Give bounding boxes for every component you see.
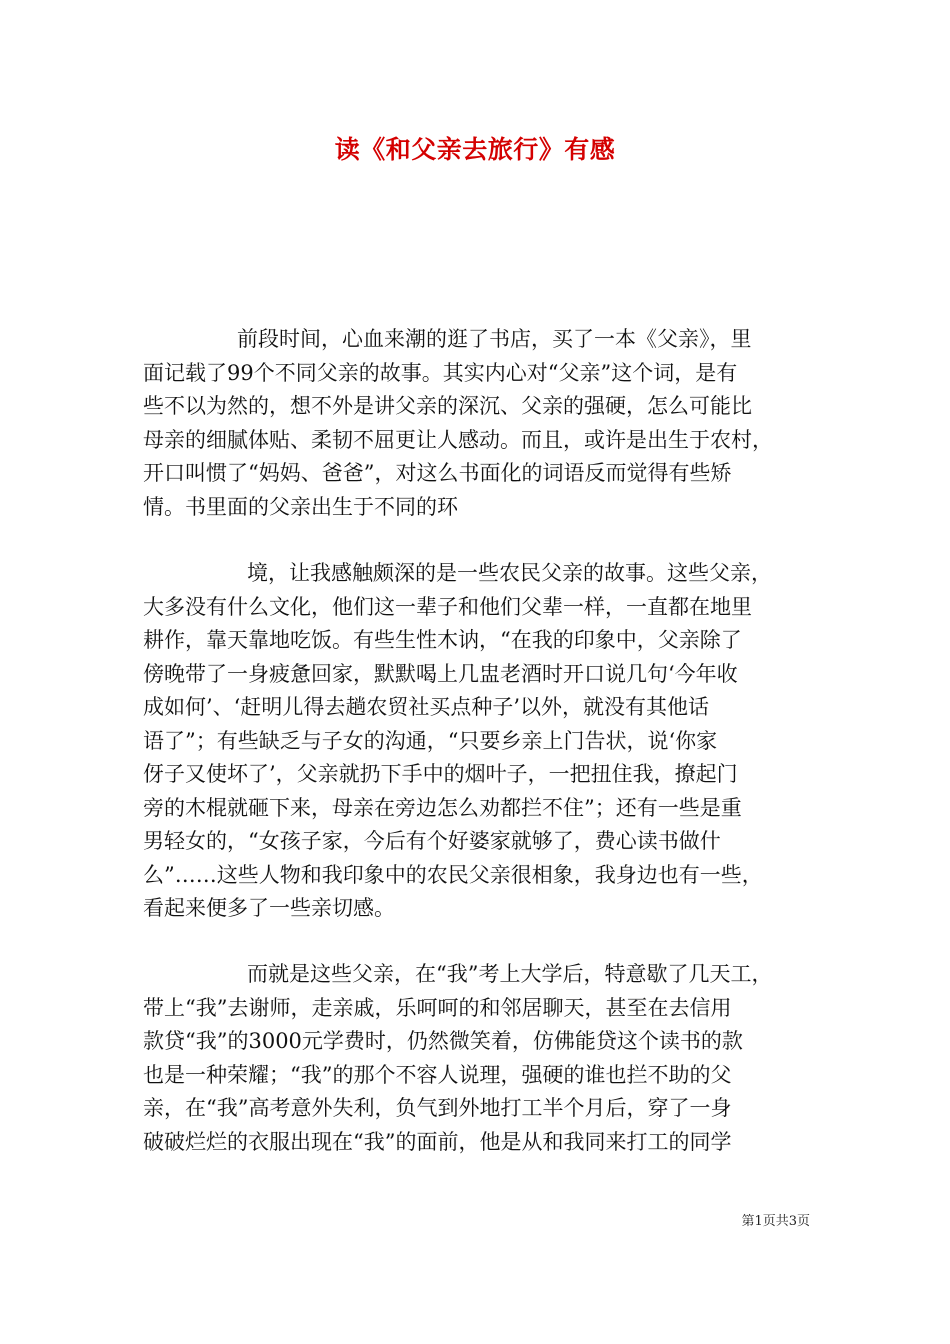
text-line: 些不以为然的，想不外是讲父亲的深沉、父亲的强硬，怎么可能比 xyxy=(143,394,752,418)
text-line: 境，让我感触颇深的是一些农民父亲的故事。这些父亲， xyxy=(247,561,772,585)
text-line: 傍晚带了一身疲惫回家，默默喝上几盅老酒时开口说几句‘今年收 xyxy=(143,661,738,686)
text-line: 旁的木棍就砸下来，母亲在旁边怎么劝都拦不住”；还有一些是重 xyxy=(143,795,742,820)
text-line: 面记载了99个不同父亲的故事。其实内心对“父亲”这个词，是有 xyxy=(143,360,738,385)
document-title: 读《和父亲去旅行》有感 xyxy=(334,135,616,164)
text-line: 破破烂烂的衣服出现在“我”的面前，他是从和我同来打工的同学 xyxy=(143,1129,732,1154)
text-line: 语了”；有些缺乏与子女的沟通，“只要乡亲上门告状，说‘你家 xyxy=(143,728,718,753)
text-line: 带上“我”去谢师，走亲戚，乐呵呵的和邻居聊天，甚至在去信用 xyxy=(143,995,732,1020)
paragraph-1 xyxy=(143,323,819,524)
text-line: 亲，在“我”高考意外失利，负气到外地打工半个月后，穿了一身 xyxy=(143,1096,732,1120)
text-line: 大多没有什么文化，他们这一辈子和他们父辈一样，一直都在地里 xyxy=(143,594,752,619)
text-line: 款贷“我”的3000元学费时，仍然微笑着，仿佛能贷这个读书的款 xyxy=(143,1029,743,1053)
text-line: 伢子又使坏了’，父亲就扔下手中的烟叶子，一把扭住我，撩起门 xyxy=(143,762,738,786)
text-line: 男轻女的，“女孩子家，今后有个好婆家就够了，费心读书做什 xyxy=(143,829,721,853)
text-line: 看起来便多了一些亲切感。 xyxy=(143,896,395,920)
text-line: 情。书里面的父亲出生于不同的环 xyxy=(143,494,458,519)
page-footer: 第1页共3页 xyxy=(741,1214,810,1229)
text-line: 母亲的细腻体贴、柔韧不屈更让人感动。而且，或许是出生于农村， xyxy=(143,427,773,452)
paragraph-2 xyxy=(143,557,819,926)
text-line: 耕作，靠天靠地吃饭。有些生性木讷，“在我的印象中，父亲除了 xyxy=(143,628,742,652)
paragraph-3 xyxy=(143,958,819,1159)
text-line: 而就是这些父亲，在“我”考上大学后，特意歇了几天工， xyxy=(247,962,773,986)
text-line: 么”……这些人物和我印象中的农民父亲很相象，我身边也有一些， xyxy=(143,862,763,887)
text-line: 前段时间，心血来潮的逛了书店，买了一本《父亲》，里 xyxy=(237,327,752,351)
text-line: 也是一种荣耀；“我”的那个不容人说理，强硬的谁也拦不助的父 xyxy=(143,1062,732,1087)
text-line: 成如何’、‘赶明儿得去趟农贸社买点种子’以外，就没有其他话 xyxy=(143,695,710,719)
text-line: 开口叫惯了“妈妈、爸爸”，对这么书面化的词语反而觉得有些矫 xyxy=(143,461,732,485)
